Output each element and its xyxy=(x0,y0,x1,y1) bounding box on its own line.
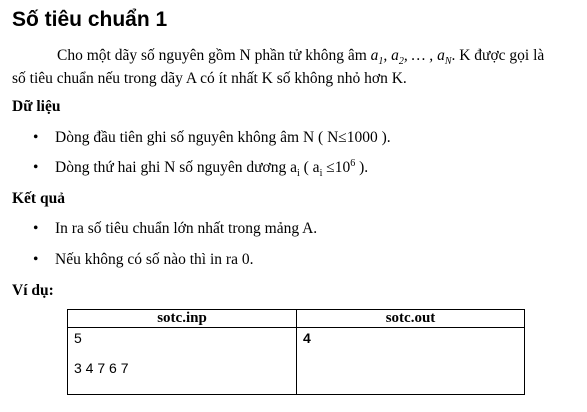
input-line-1: 5 xyxy=(74,330,82,346)
bullet-icon: • xyxy=(33,129,39,146)
subscript-i: i xyxy=(296,168,300,180)
intro-paragraph xyxy=(12,44,582,90)
input-item-2-text: Dòng thứ hai ghi N số nguyên dương a xyxy=(55,159,297,176)
input-line-2: 3 4 7 6 7 xyxy=(74,360,129,376)
bullet-icon: • xyxy=(33,251,39,268)
seq-an-sub: N xyxy=(444,56,452,68)
input-item-1-text: Dòng đầu tiên ghi số nguyên không âm N ( N≤1000 ). xyxy=(55,129,391,146)
seq-dots: , … , xyxy=(403,47,438,64)
seq-a2-sub: 2 xyxy=(398,56,404,68)
output-item-1-text: In ra số tiêu chuẩn lớn nhất trong mảng A. xyxy=(55,220,318,237)
input-heading: Dữ liệu xyxy=(12,98,61,115)
superscript-6: 6 xyxy=(350,157,356,169)
intro-line-1 xyxy=(12,44,582,67)
input-item-2-le: ≤10 xyxy=(322,159,351,176)
seq-a1: a xyxy=(370,47,379,64)
example-heading: Ví dụ: xyxy=(12,282,54,299)
column-header-output: sotc.out xyxy=(297,310,525,328)
example-table xyxy=(67,309,525,395)
output-line-1: 4 xyxy=(303,330,311,346)
input-cell xyxy=(68,328,297,395)
output-item-2-text: Nếu không có số nào thì in ra 0. xyxy=(55,251,254,268)
output-item-2 xyxy=(33,250,253,270)
intro-line-2: số tiêu chuẩn nếu trong dãy A có ít nhất K số không nhỏ hơn K. xyxy=(12,70,407,87)
page-title: Số tiêu chuẩn 1 xyxy=(12,8,168,31)
input-item-2 xyxy=(33,158,368,178)
input-item-2-end: ). xyxy=(355,159,369,176)
subscript-i: i xyxy=(319,168,323,180)
output-heading: Kết quả xyxy=(12,190,65,207)
table-row xyxy=(68,328,525,395)
seq-a2: a xyxy=(391,47,399,64)
seq-an: a xyxy=(437,47,445,64)
seq-sep: , xyxy=(383,47,392,64)
input-item-1 xyxy=(33,128,391,148)
bullet-icon: • xyxy=(33,159,39,176)
input-item-2-mid: ( a xyxy=(299,159,320,176)
output-cell xyxy=(297,328,525,395)
intro-text: Cho một dãy số nguyên gồm N phần tử không âm xyxy=(57,47,371,64)
sequence-math xyxy=(370,47,452,68)
seq-a1-sub: 1 xyxy=(378,56,384,68)
example-table-header-row xyxy=(68,310,525,328)
intro-text-end: . K được gọi là xyxy=(451,47,545,64)
output-item-1 xyxy=(33,219,317,239)
column-header-input: sotc.inp xyxy=(68,310,297,328)
bullet-icon: • xyxy=(33,220,39,237)
